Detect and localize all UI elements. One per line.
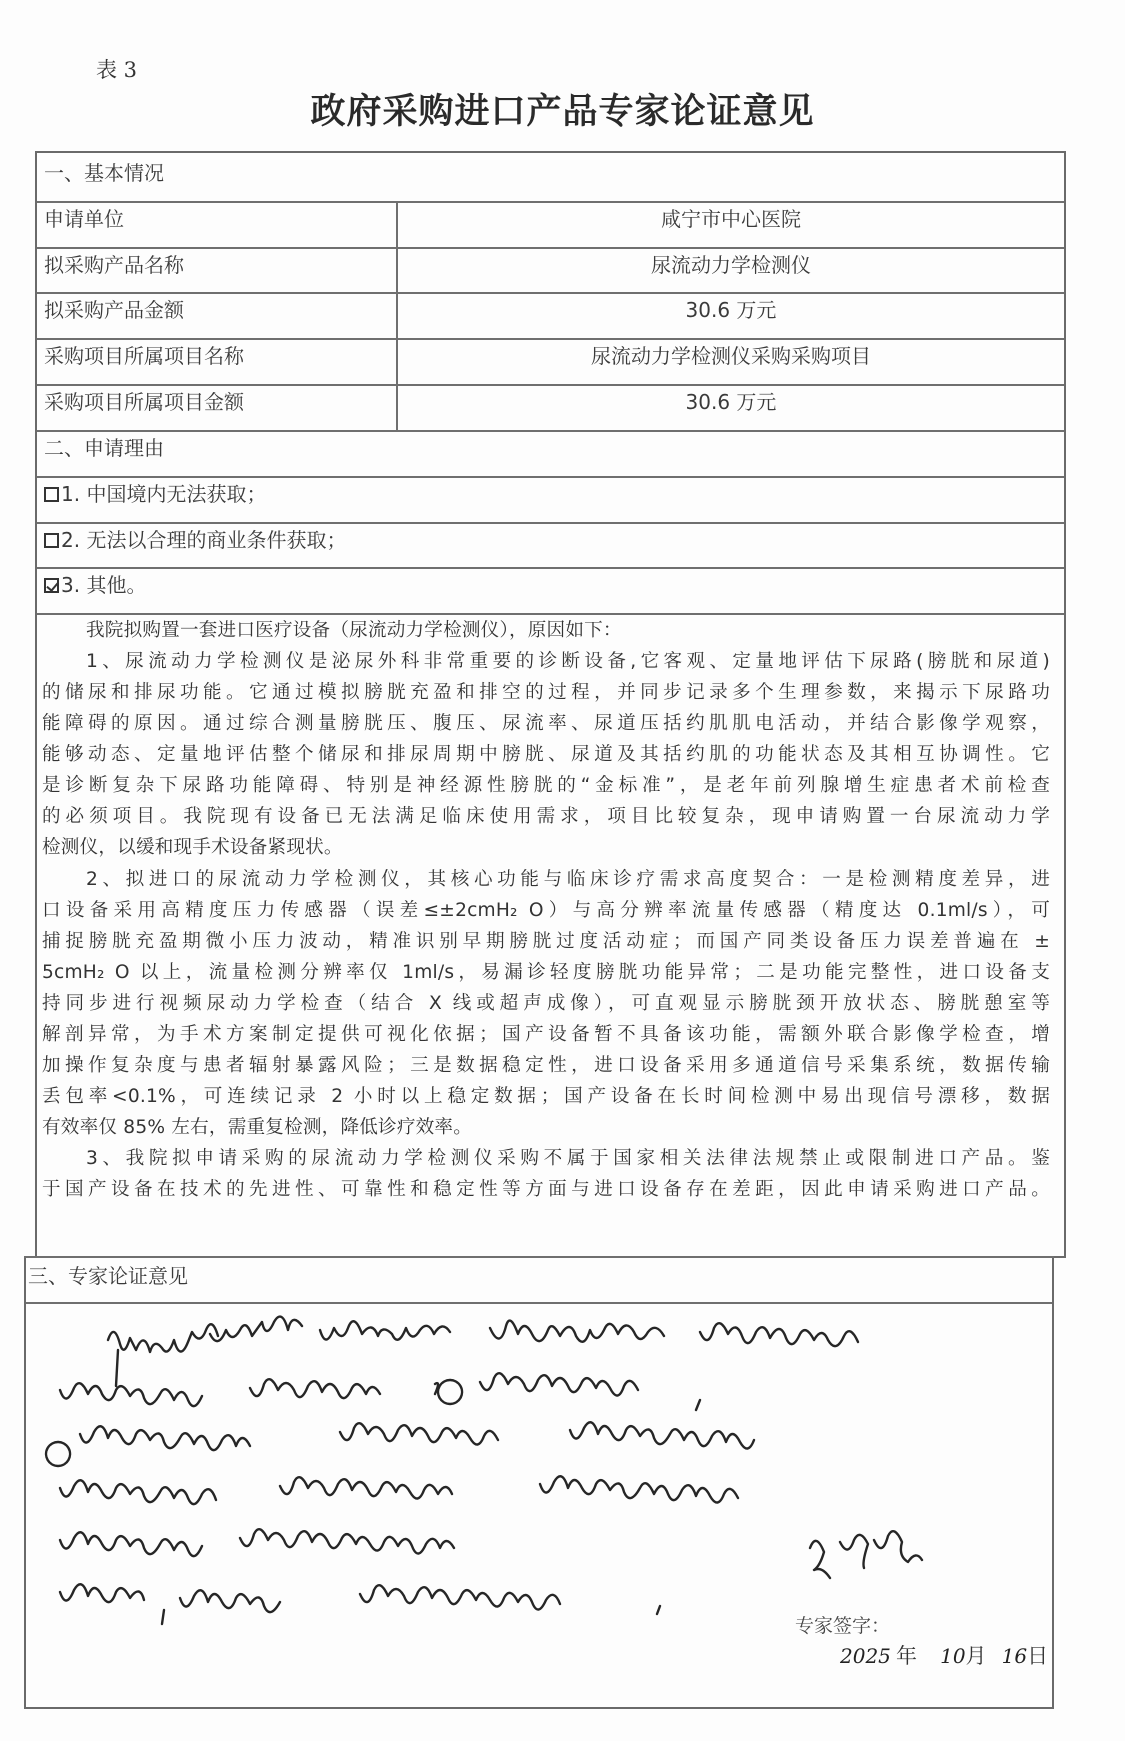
info-row-label: 拟采购产品金额 xyxy=(44,298,184,322)
info-row-value: 30.6 万元 xyxy=(685,390,777,414)
row-divider xyxy=(37,430,1064,432)
body-line: 是诊断复杂下尿路功能障碍、特别是神经源性膀胱的“金标准”，是老年前列腺增生症患者术前检查 xyxy=(42,775,1050,796)
date-day-unit: 日 xyxy=(1027,1644,1049,1668)
body-line: 的必须项目。我院现有设备已无法满足临床使用需求，项目比较复杂，现申请购置一台尿流动力学 xyxy=(42,806,1050,827)
body-line: 于国产设备在技术的先进性、可靠性和稳定性等方面与进口设备存在差距，因此申请采购进口产品。 xyxy=(42,1179,1050,1200)
date-month-unit: 月 xyxy=(965,1644,987,1668)
row-divider xyxy=(37,613,1064,615)
body-line: 捕捉膀胱充盈期微小压力波动，精准识别早期膀胱过度活动症；而国产同类设备压力误差普遍在 ± xyxy=(42,931,1050,952)
body-line: 检测仪，以缓和现手术设备紧现状。 xyxy=(42,837,343,858)
handwriting-stroke xyxy=(250,1379,380,1398)
body-line: 3、我院拟申请采购的尿流动力学检测仪采购不属于国家相关法律法规禁止或限制进口产品。鉴 xyxy=(86,1148,1050,1169)
handwriting-stroke xyxy=(340,1423,498,1444)
info-row-label: 申请单位 xyxy=(44,207,124,231)
info-row-value: 尿流动力学检测仪采购采购项目 xyxy=(591,344,871,368)
handwriting-stroke xyxy=(46,1426,250,1466)
body-line: 口设备采用高精度压力传感器（误差≤±2cmH₂ O）与高分辨率流量传感器（精度达 0.1ml/s），可 xyxy=(42,900,1050,921)
body-line: 2、拟进口的尿流动力学检测仪，其核心功能与临床诊疗需求高度契合：一是检测精度差异，进 xyxy=(86,869,1050,890)
info-row-value: 30.6 万元 xyxy=(685,298,777,322)
body-line: 能障碍的原因。通过综合测量膀胱压、腹压、尿流率、尿道压括约肌肌电活动，并结合影像学观察， xyxy=(42,713,1050,734)
section-basic-info-heading: 一、基本情况 xyxy=(44,161,164,185)
reason-option-label: 1. 中国境内无法获取； xyxy=(61,482,267,506)
row-divider xyxy=(37,384,1064,386)
handwriting-stroke xyxy=(108,1324,218,1386)
body-line: 1、尿流动力学检测仪是泌尿外科非常重要的诊断设备,它客观、定量地评估下尿路(膀胱和尿道) xyxy=(86,651,1050,672)
body-line: 能够动态、定量地评估整个储尿和排尿周期中膀胱、尿道及其括约肌的功能状态及其相互协调性。它 xyxy=(42,744,1050,765)
handwriting-stroke xyxy=(490,1321,664,1342)
handwriting-stroke xyxy=(570,1422,754,1448)
reason-option-label: 2. 无法以合理的商业条件获取； xyxy=(61,528,347,552)
info-row-value: 咸宁市中心医院 xyxy=(661,207,801,231)
info-row-label: 采购项目所属项目金额 xyxy=(44,390,244,414)
signature-stroke xyxy=(810,1531,922,1578)
checkbox-unchecked-icon[interactable] xyxy=(44,533,59,548)
row-divider xyxy=(37,201,1064,203)
row-divider xyxy=(26,1302,1052,1304)
handwriting-stroke xyxy=(435,1373,700,1410)
section-reason-heading: 二、申请理由 xyxy=(44,436,164,460)
row-divider xyxy=(37,567,1064,569)
handwriting-stroke xyxy=(320,1321,450,1340)
date-year-unit: 年 xyxy=(896,1644,917,1668)
reason-option-label: 3. 其他。 xyxy=(61,573,147,597)
document-title: 政府采购进口产品专家论证意见 xyxy=(310,91,815,132)
body-line: 5cmH₂ O 以上，流量检测分辨率仅 1ml/s，易漏诊轻度膀胱功能异常；二是功能完整性，进口设备支 xyxy=(42,962,1050,983)
info-row-label: 拟采购产品名称 xyxy=(44,253,184,277)
date-day: 16 xyxy=(1001,1644,1028,1668)
body-line: 解剖异常，为手术方案制定提供可视化依据；国产设备暂不具备该功能，需额外联合影像学检查，增 xyxy=(42,1024,1050,1045)
body-line: 有效率仅 85% 左右，需重复检测，降低诊疗效率。 xyxy=(42,1117,473,1138)
table-number-label: 表 3 xyxy=(96,58,138,82)
reason-option-1 xyxy=(44,484,266,504)
row-divider xyxy=(37,292,1064,294)
row-divider xyxy=(37,522,1064,524)
info-row-label: 采购项目所属项目名称 xyxy=(44,344,244,368)
handwriting-stroke xyxy=(280,1477,452,1498)
info-row-value: 尿流动力学检测仪 xyxy=(651,253,811,277)
reason-option-2 xyxy=(44,530,346,550)
section-expert-opinion-heading: 三、专家论证意见 xyxy=(28,1264,188,1288)
date-year: 2025 xyxy=(840,1644,891,1668)
reason-option-3 xyxy=(44,575,146,595)
checkbox-checked-icon[interactable] xyxy=(44,578,59,593)
signature-date xyxy=(840,1640,1048,1670)
row-divider xyxy=(37,247,1064,249)
handwriting-stroke xyxy=(210,1317,302,1342)
handwriting-stroke xyxy=(360,1585,660,1614)
expert-signature-label: 专家签字： xyxy=(795,1615,891,1637)
body-line: 加操作复杂度与患者辐射暴露风险；三是数据稳定性，进口设备采用多通道信号采集系统，数据传输 xyxy=(42,1055,1050,1076)
checkbox-unchecked-icon[interactable] xyxy=(44,487,59,502)
handwriting-stroke xyxy=(60,1480,216,1504)
handwriting-stroke xyxy=(60,1532,202,1556)
row-divider xyxy=(37,476,1064,478)
handwriting-stroke xyxy=(60,1584,280,1624)
handwriting-stroke xyxy=(240,1529,454,1553)
date-month: 10 xyxy=(940,1644,966,1668)
body-line: 丢包率<0.1%，可连续记录 2 小时以上稳定数据；国产设备在长时间检测中易出现信号漂移，数据 xyxy=(42,1086,1050,1107)
handwriting-stroke xyxy=(540,1476,738,1502)
body-line: 的储尿和排尿功能。它通过模拟膀胱充盈和排空的过程，并同步记录多个生理参数，来揭示下尿路功 xyxy=(42,682,1050,703)
body-line: 持同步进行视频尿动力学检查（结合 X 线或超声成像），可直观显示膀胱颈开放状态、膀胱憩室等 xyxy=(42,993,1050,1014)
body-line: 我院拟购置一套进口医疗设备（尿流动力学检测仪），原因如下： xyxy=(86,620,622,641)
handwriting-stroke xyxy=(700,1323,858,1346)
row-divider xyxy=(37,338,1064,340)
handwriting-stroke xyxy=(60,1383,202,1406)
